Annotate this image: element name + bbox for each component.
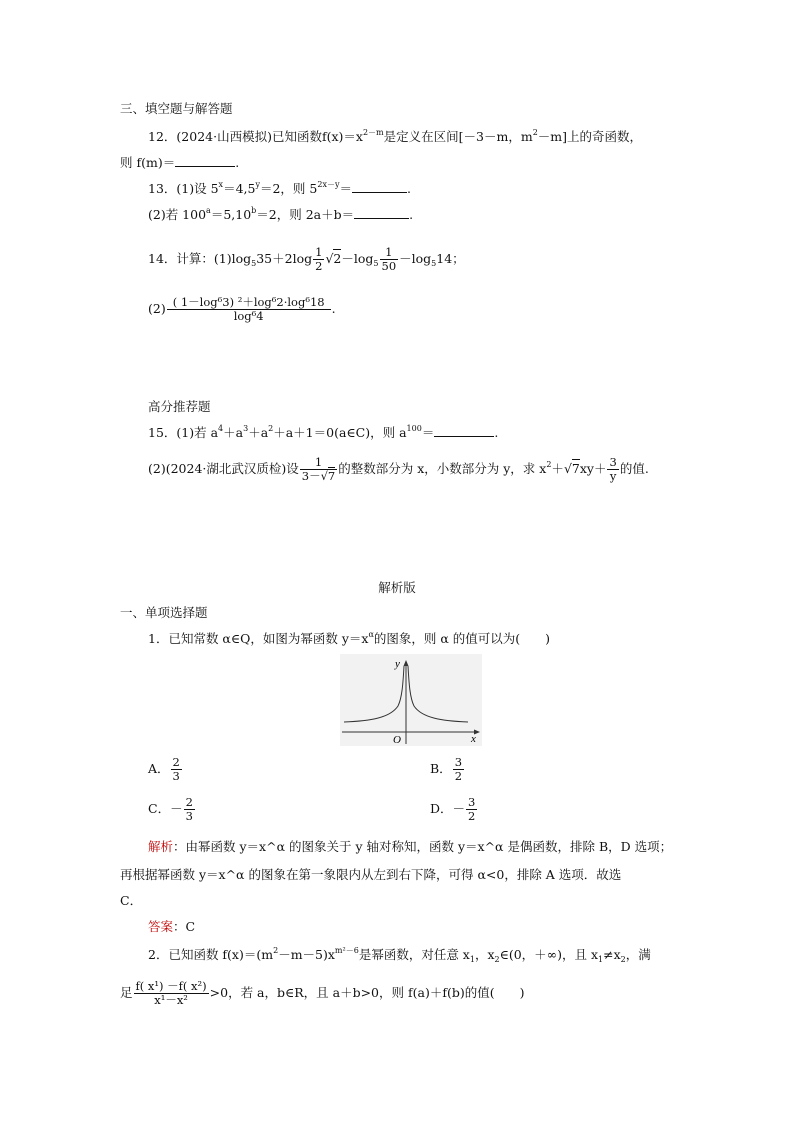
question-14-part-2: (2) $\frac{\text{( 1－log⁶3) ²＋log⁶2·log⁶18}}{\text{log⁶4}}$ . — [148, 295, 336, 323]
question-1-stem: 1．已知常数 α∈Q，如图为幂函数 $y=x^\alpha$的图象，则 α 的值可以为( ) — [148, 630, 551, 646]
option-b[interactable]: B． $\frac{3}{2}$ — [430, 755, 463, 783]
section-heading-hard: 高分推荐题 — [148, 399, 211, 414]
question-2-line-2: 足 $\frac{\text{f( x¹) －f( x²)}}{\text{x¹－x²}}$ >0，若 a，b∈R，且 a＋b>0，则 f(a)＋f(b)的值( ) — [120, 979, 525, 1007]
option-c[interactable]: C．－ $\frac{2}{3}$ — [148, 795, 193, 823]
question-1-answer: 答案：C — [148, 919, 196, 934]
fraction-three-over-y: $\frac{3}{y}$ — [609, 455, 617, 483]
question-12-line-2: 则 f(m)＝ . — [120, 155, 240, 170]
answer-blank[interactable] — [352, 180, 407, 193]
question-1-solution-line-1: 解析：由幂函数 y＝x^α 的图象关于 y 轴对称知，函数 y＝x^α 是偶函数，排除 B，D 选项； — [148, 839, 673, 854]
x-axis-label: x — [471, 733, 476, 745]
power-function-graph — [340, 654, 482, 746]
fraction-log-expression: $\frac{\text{( 1－log⁶3) ²＋log⁶2·log⁶18}}{\text{log⁶4}}$ — [167, 296, 331, 323]
question-14-part-1: 14．计算：$(1)\log_535+2\log$ $\frac{1}{2}$ $√2-\log_5$ $\frac{1}{50}$ $-\log_514$； — [148, 245, 465, 273]
question-13-part-2: (2)若 $100^a=5,10^b=2$，则 2a＋b＝ . — [148, 206, 414, 222]
answer-blank[interactable] — [354, 206, 409, 219]
answer-blank[interactable] — [434, 424, 494, 437]
question-15-part-1: 15．(1)若 $a^4+a^3+a^2+a+1=0(a\in C)$，则 $a^{100}=$ . — [148, 424, 499, 440]
option-a[interactable]: A． $\frac{2}{3}$ — [148, 755, 180, 783]
question-2-line-1: 2．已知函数 $f(x)=(m^2-m-5)x^{m^2-6}$是幂函数，对任意 $x_1$，$x_2\in(0$，＋∞)，且 $x_1\ne x_2$，满 — [148, 946, 651, 964]
answer-blank[interactable] — [175, 154, 235, 167]
question-15-part-2: (2)(2024·湖北武汉质检)设 $\frac{1}{3-√7}$ 的整数部分为 x，小数部分为 y，求 $x^2+√7xy+$ $\frac{3}{y}$ 的值. — [148, 455, 649, 483]
option-d[interactable]: D．－ $\frac{3}{2}$ — [430, 795, 476, 823]
section-heading-single-choice: 一、单项选择题 — [120, 605, 208, 620]
question-13-part-1: 13．(1)设 $5^x=4,5^y=2$，则 $5^{2x-y}=$ . — [148, 180, 411, 196]
question-1-solution-line-3: C． — [120, 893, 143, 908]
y-axis-label: y — [395, 658, 400, 670]
fraction-one-fiftieth: $\frac{1}{50}$ — [381, 245, 397, 273]
section-heading-fill: 三、填空题与解答题 — [120, 101, 233, 116]
question-1-solution-line-2: 再根据幂函数 y＝x^α 的图象在第一象限内从左到右下降，可得 α<0，排除 A 选项．故选 — [120, 867, 622, 882]
fraction-difference-quotient: $\frac{\text{f( x¹) －f( x²)}}{\text{x¹－x²}}$ — [135, 979, 207, 1007]
fraction-half: $\frac{1}{2}$ — [315, 245, 323, 273]
origin-label: O — [393, 734, 401, 746]
fraction-reciprocal: $\frac{1}{3-√7}$ — [301, 455, 336, 483]
analysis-title: 解析版 — [378, 580, 416, 595]
question-12-line-1: 12．(2024·山西模拟)已知函数$f(x)=x^{2-m}$是定义在区间[－3－m，$m^2-m$]上的奇函数， — [148, 128, 643, 144]
